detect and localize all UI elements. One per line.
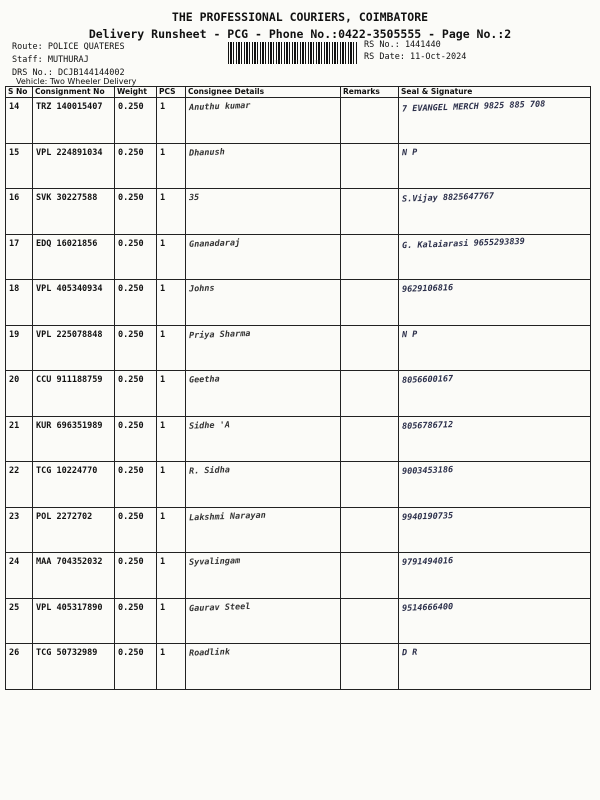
row-remarks — [341, 553, 399, 599]
row-consignee-text: Gnanadaraj — [188, 237, 241, 250]
row-sno — [6, 280, 33, 326]
row-weight — [115, 462, 157, 508]
row-consignment-no — [33, 325, 115, 371]
row-sno-text: 18 — [9, 284, 20, 294]
row-remarks — [341, 462, 399, 508]
row-seal-signature-text: 9629106816 — [401, 283, 454, 295]
row-consignee-text: 35 — [188, 192, 200, 204]
row-consignee — [186, 143, 341, 189]
vehicle-label: Vehicle: Two Wheeler Delivery — [16, 77, 137, 86]
row-consignee — [186, 644, 341, 690]
table-row — [6, 416, 591, 462]
row-pcs-text: 1 — [160, 375, 166, 385]
row-pcs — [157, 462, 186, 508]
row-consignee — [186, 98, 341, 144]
row-weight-text: 0.250 — [118, 147, 144, 158]
row-weight — [115, 644, 157, 690]
row-pcs — [157, 234, 186, 280]
barcode-icon — [228, 42, 358, 64]
row-seal-signature-text: 9791494016 — [401, 556, 454, 568]
row-sno — [6, 644, 33, 690]
row-pcs — [157, 553, 186, 599]
row-seal-signature-text: D R — [401, 647, 418, 659]
table-row — [6, 644, 591, 690]
row-weight — [115, 98, 157, 144]
row-seal-signature-text: 9940190735 — [401, 510, 454, 523]
col-weight: Weight — [115, 87, 157, 98]
row-seal-signature — [399, 98, 591, 144]
route-label: Route: POLICE QUATERES — [12, 42, 125, 52]
row-consignment-no — [33, 371, 115, 417]
row-consignee — [186, 189, 341, 235]
row-sno-text: 21 — [9, 420, 20, 431]
table-row — [6, 189, 591, 235]
row-consignment-no — [33, 416, 115, 462]
row-consignment-no — [33, 98, 115, 144]
row-seal-signature-text: G. Kalaiarasi 9655293839 — [401, 236, 525, 251]
row-weight — [115, 416, 157, 462]
row-sno — [6, 507, 33, 553]
row-consignment-no — [33, 143, 115, 189]
row-seal-signature-text: 8056600167 — [401, 374, 454, 386]
row-pcs-text: 1 — [160, 648, 166, 658]
row-seal-signature-text: 9003453186 — [401, 465, 454, 477]
row-sno — [6, 143, 33, 189]
row-seal-signature — [399, 644, 591, 690]
row-remarks — [341, 598, 399, 644]
row-seal-signature-text: 8056786712 — [401, 419, 454, 432]
runsheet-table — [5, 86, 591, 690]
row-consignee-text: Gaurav Steel — [188, 601, 251, 614]
row-consignee-text: Johns — [188, 283, 215, 295]
row-pcs-text: 1 — [160, 102, 166, 112]
row-sno — [6, 189, 33, 235]
row-weight-text: 0.250 — [118, 557, 144, 567]
col-sno: S No — [6, 87, 33, 98]
row-consignee — [186, 280, 341, 326]
row-weight — [115, 143, 157, 189]
row-consignment-no — [33, 553, 115, 599]
row-seal-signature — [399, 143, 591, 189]
row-seal-signature-text: N P — [401, 329, 418, 340]
row-sno — [6, 598, 33, 644]
table-row — [6, 280, 591, 326]
row-consignment-no-text: TCG 50732989 — [36, 648, 98, 658]
row-sno-text: 26 — [9, 648, 20, 658]
row-weight-text: 0.250 — [118, 284, 144, 294]
table-row — [6, 234, 591, 280]
row-consignment-no-text: TRZ 140015407 — [36, 102, 103, 112]
row-seal-signature — [399, 234, 591, 280]
table-row — [6, 325, 591, 371]
row-consignee-text: Priya Sharma — [188, 328, 251, 341]
row-consignment-no-text: EDQ 16021856 — [36, 238, 98, 249]
row-seal-signature-text: N P — [401, 147, 418, 158]
row-pcs-text: 1 — [160, 238, 166, 249]
row-pcs-text: 1 — [160, 284, 166, 294]
table-row — [6, 598, 591, 644]
row-sno-text: 14 — [9, 102, 20, 112]
row-seal-signature-text: 9514666400 — [401, 601, 454, 614]
row-consignment-no-text: TCG 10224770 — [36, 466, 98, 476]
rs-no-label: RS No.: 1441440 — [364, 40, 441, 50]
row-weight-text: 0.250 — [118, 420, 144, 431]
row-consignment-no-text: VPL 405317890 — [36, 602, 103, 613]
row-weight — [115, 553, 157, 599]
row-consignee — [186, 416, 341, 462]
row-sno-text: 23 — [9, 511, 20, 522]
row-pcs-text: 1 — [160, 557, 166, 567]
row-consignment-no-text: SVK 30227588 — [36, 193, 98, 203]
row-sno — [6, 325, 33, 371]
table-row — [6, 462, 591, 508]
row-weight — [115, 189, 157, 235]
row-weight-text: 0.250 — [118, 648, 144, 658]
row-seal-signature — [399, 325, 591, 371]
row-pcs — [157, 416, 186, 462]
row-sno-text: 17 — [9, 238, 20, 249]
row-weight-text: 0.250 — [118, 193, 144, 203]
row-pcs — [157, 371, 186, 417]
staff-label: Staff: MUTHURAJ — [12, 55, 89, 65]
row-seal-signature-text: 7 EVANGEL MERCH 9825 885 708 — [401, 99, 546, 115]
row-consignee-text: Geetha — [188, 374, 220, 386]
row-consignee-text: R. Sidha — [188, 465, 231, 477]
row-consignee — [186, 598, 341, 644]
table-row — [6, 371, 591, 417]
row-pcs — [157, 644, 186, 690]
row-pcs-text: 1 — [160, 329, 166, 340]
row-seal-signature — [399, 507, 591, 553]
col-consignee: Consignee Details — [186, 87, 341, 98]
row-seal-signature — [399, 553, 591, 599]
col-consignment: Consignment No — [33, 87, 115, 98]
row-remarks — [341, 98, 399, 144]
row-consignment-no-text: VPL 225078848 — [36, 329, 103, 340]
row-consignment-no-text: VPL 405340934 — [36, 284, 103, 294]
row-consignee — [186, 371, 341, 417]
row-weight — [115, 325, 157, 371]
table-header-row — [6, 87, 591, 98]
row-remarks — [341, 143, 399, 189]
row-seal-signature — [399, 280, 591, 326]
row-consignee — [186, 234, 341, 280]
row-consignment-no — [33, 189, 115, 235]
table-row — [6, 143, 591, 189]
row-sno — [6, 234, 33, 280]
row-consignee — [186, 462, 341, 508]
row-consignment-no — [33, 234, 115, 280]
row-seal-signature-text: S.Vijay 8825647767 — [401, 191, 495, 205]
row-weight-text: 0.250 — [118, 375, 144, 385]
row-consignee-text: Dhanush — [188, 146, 225, 159]
row-consignee-text: Syvalingam — [188, 556, 241, 568]
row-seal-signature — [399, 416, 591, 462]
table-row — [6, 553, 591, 599]
col-remarks: Remarks — [341, 87, 399, 98]
row-weight — [115, 507, 157, 553]
row-sno — [6, 416, 33, 462]
row-pcs — [157, 143, 186, 189]
row-remarks — [341, 325, 399, 371]
row-pcs-text: 1 — [160, 147, 166, 158]
row-pcs — [157, 189, 186, 235]
row-remarks — [341, 280, 399, 326]
row-seal-signature — [399, 189, 591, 235]
row-remarks — [341, 644, 399, 690]
row-weight — [115, 371, 157, 417]
row-sno — [6, 462, 33, 508]
row-consignment-no — [33, 644, 115, 690]
row-sno-text: 24 — [9, 557, 20, 567]
col-seal: Seal & Signature — [399, 87, 591, 98]
row-sno-text: 20 — [9, 375, 20, 385]
row-seal-signature — [399, 462, 591, 508]
row-sno-text: 22 — [9, 466, 20, 476]
row-consignee-text: Anuthu kumar — [188, 100, 251, 114]
row-weight-text: 0.250 — [118, 602, 144, 613]
row-weight — [115, 280, 157, 326]
row-sno-text: 19 — [9, 329, 20, 340]
row-weight-text: 0.250 — [118, 511, 144, 522]
row-pcs-text: 1 — [160, 466, 166, 476]
row-seal-signature — [399, 371, 591, 417]
row-consignment-no — [33, 507, 115, 553]
row-weight-text: 0.250 — [118, 102, 144, 112]
company-title: THE PROFESSIONAL COURIERS, COIMBATORE — [171, 10, 429, 24]
drs-label: DRS No.: DCJB144144002 — [12, 68, 125, 78]
row-pcs — [157, 280, 186, 326]
row-seal-signature — [399, 598, 591, 644]
row-remarks — [341, 371, 399, 417]
row-consignment-no-text: CCU 911188759 — [36, 375, 103, 385]
row-pcs-text: 1 — [160, 511, 166, 522]
rs-date-label: RS Date: 11-Oct-2024 — [364, 52, 467, 62]
row-consignment-no-text: KUR 696351989 — [36, 420, 103, 431]
row-consignee — [186, 507, 341, 553]
row-consignment-no-text: POL 2272702 — [36, 511, 93, 522]
row-consignee-text: Sidhe 'A — [188, 419, 231, 432]
row-consignee — [186, 325, 341, 371]
row-sno-text: 15 — [9, 147, 20, 158]
row-remarks — [341, 416, 399, 462]
row-consignment-no-text: VPL 224891034 — [36, 147, 103, 158]
row-consignment-no — [33, 280, 115, 326]
table-row — [6, 507, 591, 553]
row-pcs — [157, 598, 186, 644]
row-consignee-text: Roadlink — [188, 647, 231, 659]
col-pcs: PCS — [157, 87, 186, 98]
row-sno-text: 25 — [9, 602, 20, 613]
runsheet-subtitle: Delivery Runsheet - PCG - Phone No.:0422-3505555 - Page No.:2 — [88, 27, 512, 41]
row-remarks — [341, 507, 399, 553]
row-pcs-text: 1 — [160, 193, 166, 203]
row-weight — [115, 234, 157, 280]
row-pcs — [157, 98, 186, 144]
row-pcs — [157, 325, 186, 371]
row-consignment-no-text: MAA 704352032 — [36, 557, 103, 567]
row-weight-text: 0.250 — [118, 466, 144, 476]
row-pcs-text: 1 — [160, 602, 166, 613]
row-consignee — [186, 553, 341, 599]
row-remarks — [341, 189, 399, 235]
row-weight-text: 0.250 — [118, 238, 144, 249]
row-sno — [6, 98, 33, 144]
row-consignee-text: Lakshmi Narayan — [188, 510, 266, 523]
row-weight-text: 0.250 — [118, 329, 144, 340]
row-pcs — [157, 507, 186, 553]
table-row — [6, 98, 591, 144]
row-pcs-text: 1 — [160, 420, 166, 431]
row-consignment-no — [33, 598, 115, 644]
row-consignment-no — [33, 462, 115, 508]
row-weight — [115, 598, 157, 644]
row-sno — [6, 371, 33, 417]
row-sno-text: 16 — [9, 193, 20, 203]
row-remarks — [341, 234, 399, 280]
row-sno — [6, 553, 33, 599]
